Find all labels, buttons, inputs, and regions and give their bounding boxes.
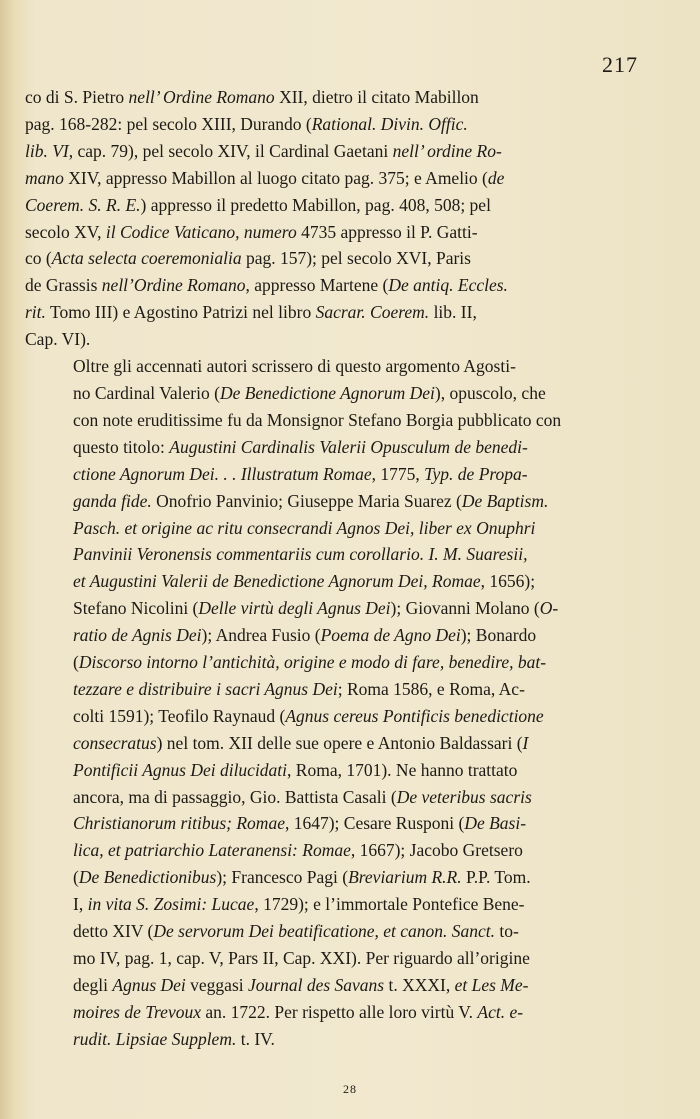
text-line: mano XIV, appresso Mabillon al luogo citato pag. 375; e Amelio (de — [25, 167, 505, 188]
text-line: ganda fide. Onofrio Panvinio; Giuseppe Maria Suarez (De Baptism. — [73, 490, 549, 511]
text-line: moires de Trevoux an. 1722. Per rispetto alle loro virtù V. Act. e- — [73, 1001, 524, 1022]
text-line: ancora, ma di passaggio, Gio. Battista Casali (De veteribus sacris — [73, 786, 532, 807]
text-line: con note eruditissime fu da Monsignor Stefano Borgia pubblicato con — [73, 409, 562, 430]
text-line: Oltre gli accennati autori scrissero di questo argomento Agosti- — [73, 356, 516, 377]
text-line: consecratus) nel tom. XII delle sue opere e Antonio Baldassari (I — [73, 732, 529, 753]
text-line: pag. 168-282: pel secolo XIII, Durando (Rational. Divin. Offic. — [25, 113, 468, 134]
text-line: rit. Tomo III) e Agostino Patrizi nel libro Sacrar. Coerem. lib. II, — [25, 302, 477, 323]
text-line: Panvinii Veronensis commentariis cum corollario. I. M. Suaresii, — [73, 544, 528, 565]
body-text — [25, 84, 640, 1053]
text-line: secolo XV, il Codice Vaticano, numero 4735 appresso il P. Gatti- — [25, 221, 478, 242]
text-line: Christianorum ritibus; Romae, 1647); Cesare Rusponi (De Basi- — [73, 813, 527, 834]
text-line: ctione Agnorum Dei. . . Illustratum Romae, 1775, Typ. de Propa- — [73, 463, 528, 484]
text-line: no Cardinal Valerio (De Benedictione Agnorum Dei), opuscolo, che — [73, 382, 546, 403]
text-line: Coerem. S. R. E.) appresso il predetto Mabillon, pag. 408, 508; pel — [25, 194, 491, 215]
text-line: et Augustini Valerii de Benedictione Agnorum Dei, Romae, 1656); — [73, 571, 536, 592]
text-line: rudit. Lipsiae Supplem. t. IV. — [73, 1028, 275, 1049]
text-line: colti 1591); Teofilo Raynaud (Agnus cereus Pontificis benedictione — [73, 705, 544, 726]
text-line: degli Agnus Dei veggasi Journal des Savans t. XXXI, et Les Me- — [73, 974, 529, 995]
text-line: lica, et patriarchio Lateranensi: Romae, 1667); Jacobo Gretsero — [73, 840, 523, 861]
text-line: (Discorso intorno l’antichità, origine e modo di fare, benedire, bat- — [73, 652, 547, 673]
paragraph — [25, 353, 640, 1053]
text-line: detto XIV (De servorum Dei beatificatione, et canon. Sanct. to- — [73, 921, 519, 942]
text-line: ratio de Agnis Dei); Andrea Fusio (Poema de Agno Dei); Bonardo — [73, 625, 537, 646]
text-line: Pontificii Agnus Dei dilucidati, Roma, 1701). Ne hanno trattato — [73, 759, 518, 780]
text-line: co (Acta selecta coeremonialia pag. 157); pel secolo XVI, Paris — [25, 248, 471, 269]
text-line: tezzare e distribuire i sacri Agnus Dei; Roma 1586, e Roma, Ac- — [73, 678, 525, 699]
text-line: (De Benedictionibus); Francesco Pagi (Breviarium R.R. P.P. Tom. — [73, 867, 531, 888]
text-line: Cap. VI). — [25, 329, 91, 350]
text-line: de Grassis nell’Ordine Romano, appresso Martene (De antiq. Eccles. — [25, 275, 508, 296]
text-line: Stefano Nicolini (Delle virtù degli Agnus Dei); Giovanni Molano (O- — [73, 598, 559, 619]
signature-mark: 28 — [343, 1082, 357, 1096]
text-line: Pasch. et origine ac ritu consecrandi Agnos Dei, liber ex Onuphri — [73, 517, 536, 538]
text-line: lib. VI, cap. 79), pel secolo XIV, il Cardinal Gaetani nell’ ordine Ro- — [25, 140, 502, 161]
page-number: 217 — [602, 52, 638, 77]
text-line: I, in vita S. Zosimi: Lucae, 1729); e l’immortale Pontefice Bene- — [73, 894, 525, 915]
text-line: questo titolo: Augustini Cardinalis Valerii Opusculum de benedi- — [73, 436, 528, 457]
paragraph — [25, 84, 640, 353]
text-line: mo IV, pag. 1, cap. V, Pars II, Cap. XXI). Per riguardo all’origine — [73, 948, 530, 968]
text-line: co di S. Pietro nell’ Ordine Romano XII, dietro il citato Mabillon — [25, 87, 479, 107]
